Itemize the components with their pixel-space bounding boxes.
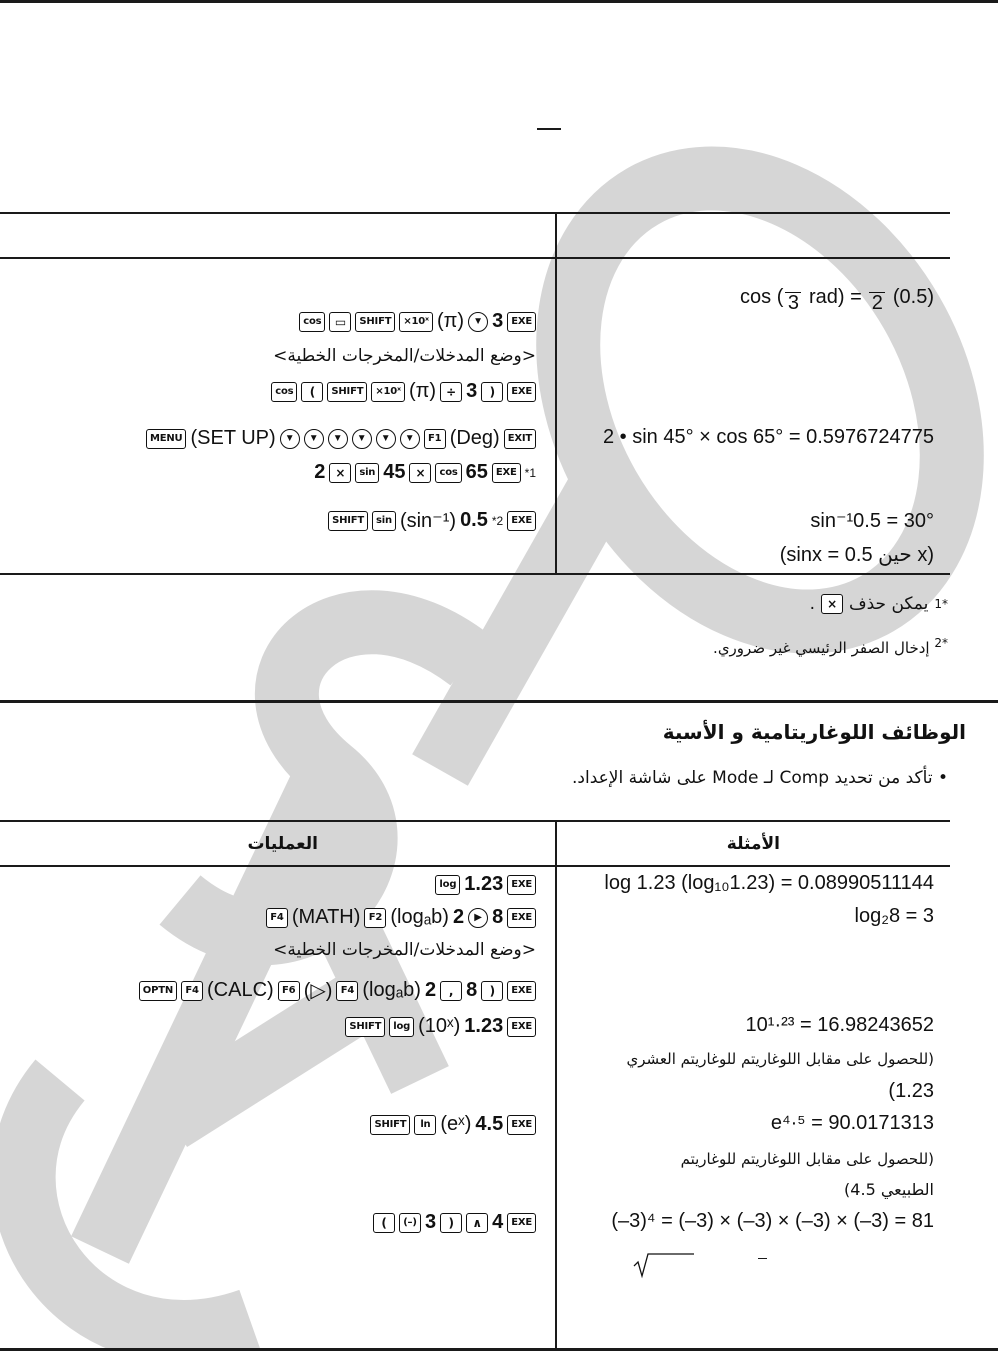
digit: 3 <box>466 380 478 402</box>
example-log-base2: log₂8 = 3 <box>854 905 934 927</box>
open-paren-key[interactable]: ( <box>301 382 323 402</box>
f4-key[interactable]: F4 <box>181 981 203 1001</box>
op-exp-line <box>370 1113 536 1136</box>
comma-key[interactable]: , <box>440 981 462 1001</box>
math-label: (MATH) <box>291 906 361 928</box>
footnote-2: $^{*2}$ إدخال الصفر الرئيسي غير ضروري. <box>713 636 948 657</box>
cursor-down-key-icon[interactable]: ▼ <box>304 429 324 449</box>
exe-key[interactable]: EXE <box>507 1213 536 1233</box>
logab-label: (logₐb) <box>362 979 421 1001</box>
table1-bottom-rule <box>0 573 950 575</box>
ln-key[interactable]: ln <box>414 1115 436 1135</box>
e-power-label: (eˣ) <box>440 1113 472 1135</box>
table1-header-rule <box>0 257 950 259</box>
f2-key[interactable]: F2 <box>364 908 386 928</box>
op-setup-deg-line <box>146 427 536 450</box>
digit: 3 <box>492 310 504 332</box>
section-title: الوظائف اللوغاريتامية و الأسية <box>662 720 966 744</box>
sin-key[interactable]: sin <box>372 511 396 531</box>
cursor-down-key-icon[interactable]: ▼ <box>400 429 420 449</box>
overbar-mark <box>537 128 561 130</box>
op-cos-linear-line <box>271 380 536 403</box>
optn-key[interactable]: OPTN <box>139 981 177 1001</box>
example-antilog10: 10¹·²³ = 16.98243652 <box>745 1014 934 1036</box>
multiply-key[interactable]: × <box>329 463 351 483</box>
digit: 8 <box>492 906 504 928</box>
op-power-line <box>373 1211 536 1234</box>
multiply-key[interactable]: × <box>821 594 843 614</box>
exit-key[interactable]: EXIT <box>504 429 536 449</box>
antilog10-note-line1: (للحصول على مقابل اللوغاريتم للوغاريتم العشري <box>626 1050 934 1068</box>
divide-key[interactable]: ÷ <box>440 382 462 402</box>
logab-label: (logₐb) <box>390 906 449 928</box>
exe-key[interactable]: EXE <box>507 908 536 928</box>
op-cos-math-line <box>299 310 536 333</box>
table2-header-rule <box>0 865 950 867</box>
op-logab-linear-line <box>139 978 536 1003</box>
cursor-down-key-icon[interactable]: ▼ <box>280 429 300 449</box>
power-key[interactable]: ∧ <box>466 1213 488 1233</box>
x10-key[interactable]: ×10ˣ <box>399 312 433 332</box>
section-divider <box>0 700 998 703</box>
shift-key[interactable]: SHIFT <box>328 511 368 531</box>
bullet-icon: • <box>937 768 948 788</box>
digit: 8 <box>466 979 478 1001</box>
table1-column-divider <box>555 212 557 574</box>
example-arcsin-note: (sinx = 0.5 حين x) <box>779 544 934 566</box>
exe-key[interactable]: EXE <box>507 312 536 332</box>
op-log-line <box>435 873 536 896</box>
exe-key[interactable]: EXE <box>507 875 536 895</box>
digit: 1.23 <box>464 1015 504 1037</box>
column-header-examples: الأمثلة <box>726 834 780 854</box>
f4-key[interactable]: F4 <box>336 981 358 1001</box>
exe-key[interactable]: EXE <box>507 382 536 402</box>
digit: 2 <box>314 461 326 483</box>
log-key[interactable]: log <box>389 1017 414 1037</box>
f1-key[interactable]: F1 <box>424 429 446 449</box>
exe-key[interactable]: EXE <box>507 511 536 531</box>
menu-key[interactable]: MENU <box>146 429 186 449</box>
digit: 65 <box>465 461 488 483</box>
table1-top-rule <box>0 212 950 214</box>
x10-key[interactable]: ×10ˣ <box>371 382 405 402</box>
example-log: log 1.23 (log₁₀1.23) = 0.08990511144 <box>604 872 934 894</box>
digit: 0.5 <box>460 509 488 531</box>
digit: 45 <box>383 461 406 483</box>
next-label: (▷) <box>303 980 333 1002</box>
top-border <box>0 0 998 3</box>
fraction-key[interactable]: ▭ <box>329 312 351 332</box>
calc-label: (CALC) <box>207 979 274 1001</box>
close-paren-key[interactable]: ) <box>440 1213 462 1233</box>
antiln-note-line2: الطبيعي 4.5) <box>844 1180 934 1199</box>
shift-key[interactable]: SHIFT <box>345 1017 385 1037</box>
close-paren-key[interactable]: ) <box>481 382 503 402</box>
open-paren-key[interactable]: ( <box>373 1213 395 1233</box>
digit: 4 <box>492 1211 504 1233</box>
f4-key[interactable]: F4 <box>266 908 288 928</box>
example-arcsin: sin⁻¹0.5 = 30° <box>810 510 934 532</box>
footnote-1: *1 يمكن حذف × . <box>809 594 948 614</box>
log-key[interactable]: log <box>435 875 460 895</box>
digit: 1.23 <box>464 873 504 895</box>
close-paren-key[interactable]: ) <box>481 981 503 1001</box>
digit: 2 <box>424 979 437 1001</box>
ten-power-label: (10ˣ) <box>418 1015 461 1037</box>
cos-key[interactable]: cos <box>271 382 297 402</box>
table2-column-divider <box>555 820 557 1348</box>
exe-key[interactable]: EXE <box>507 981 536 1001</box>
shift-key[interactable]: SHIFT <box>355 312 395 332</box>
example-cos-rad: cos ( 3 rad) = 2 (0.5) <box>740 282 934 313</box>
op-sin-cos-input-line <box>314 461 536 484</box>
pi-label: (π) <box>436 310 465 332</box>
linear-mode-note: <وضع المدخلات/المخرجات الخطية> <box>273 940 536 960</box>
column-header-operations: العمليات <box>247 834 318 854</box>
bullet-note: • تأكد من تحديد Comp لـ Mode على شاشة الإعداد. <box>572 768 948 788</box>
footnote-ref: *1 <box>524 465 536 480</box>
op-logab-math-line <box>266 906 536 929</box>
negative-key[interactable]: (–) <box>399 1213 421 1233</box>
minus-mark <box>758 1258 767 1259</box>
cursor-right-key-icon[interactable]: ▶ <box>468 908 488 928</box>
multiply-key[interactable]: × <box>409 463 431 483</box>
op-arcsin-line <box>328 508 536 533</box>
example-exp: e⁴·⁵ = 90.0171313 <box>770 1112 934 1134</box>
op-antilog10-line <box>345 1015 536 1038</box>
pi-label: (π) <box>408 380 437 402</box>
example-power: (–3)⁴ = (–3) × (–3) × (–3) × (–3) = 81 <box>611 1210 934 1232</box>
table2-bottom-rule <box>0 1348 998 1351</box>
arcsin-label: (sin⁻¹) <box>399 510 457 532</box>
cos-key[interactable]: cos <box>435 463 461 483</box>
cursor-down-key-icon[interactable]: ▼ <box>468 312 488 332</box>
f6-key[interactable]: F6 <box>278 981 300 1001</box>
exe-key[interactable]: EXE <box>507 1115 536 1135</box>
setup-label: (SET UP) <box>190 427 276 449</box>
digit: 2 <box>452 906 465 928</box>
exe-key[interactable]: EXE <box>492 463 521 483</box>
radical-sign-icon <box>630 1250 700 1280</box>
exe-key[interactable]: EXE <box>507 1017 536 1037</box>
cursor-down-key-icon[interactable]: ▼ <box>328 429 348 449</box>
cursor-down-key-icon[interactable]: ▼ <box>376 429 396 449</box>
antiln-note-line1: (للحصول على مقابل اللوغاريتم للوغاريتم <box>680 1150 934 1168</box>
footnote-ref: *2 <box>491 513 504 528</box>
linear-mode-note: <وضع المدخلات/المخرجات الخطية> <box>273 346 536 366</box>
digit: 4.5 <box>475 1113 504 1135</box>
shift-key[interactable]: SHIFT <box>327 382 367 402</box>
sin-key[interactable]: sin <box>355 463 379 483</box>
cursor-down-key-icon[interactable]: ▼ <box>352 429 372 449</box>
example-sin-cos-deg: 2 • sin 45° × cos 65° = 0.5976724775 <box>602 426 934 448</box>
deg-label: (Deg) <box>449 427 500 449</box>
table2-top-rule <box>0 820 950 822</box>
cos-key[interactable]: cos <box>299 312 325 332</box>
antilog10-note-line2: (1.23 <box>888 1080 934 1102</box>
digit: 3 <box>424 1211 437 1233</box>
shift-key[interactable]: SHIFT <box>370 1115 410 1135</box>
